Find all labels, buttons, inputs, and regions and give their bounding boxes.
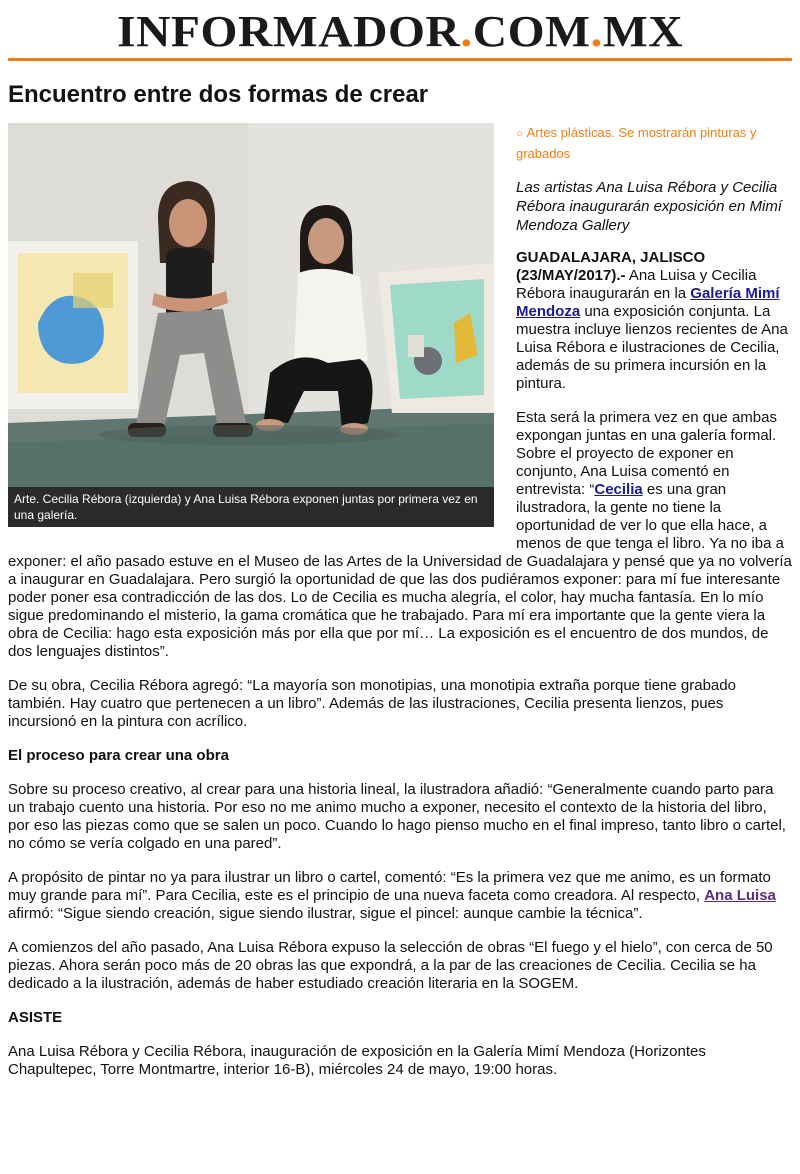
article-lead: Las artistas Ana Luisa Rébora y Cecilia Rébora inaugurarán exposición en Mimí Mendoza Gallery — [516, 179, 782, 234]
paragraph-2: Esta será la primera vez en que ambas expongan juntas en una galería formal. Sobre el proyecto de exponer en conjunto, Ana Luisa comentó en entrevista: “Cecilia es una gran ilustradora, la gente no tiene la oportunidad de ver lo que ella hace, a menos de que tenga el libro. Ya no iba a exponer: el año pasado estuve en el Museo de las Artes de la Universidad de Guadalajara y pensé que ya no volvería a inaugurar en Guadalajara. Pero surgió la oportunidad de que las dos pudiéramos exponer: para mí fue interesante poder poner esa contradicción de las dos. Lo de Cecilia es mucha alegría, el color, hay mucha fantasía. En lo mío sigue predominando el misterio, la gama cromática que he trabajado. Para mí era importante que la gente viera la obra de Cecilia: hago esta exposición más por ella que por mí… La exposición es el encuentro de dos mundos, de dos lenguajes distintos”. — [8, 409, 792, 660]
link-ana-luisa[interactable]: Ana Luisa — [704, 887, 776, 904]
article-body — [8, 123, 792, 1079]
subheading-proceso: El proceso para crear una obra — [8, 747, 229, 764]
article-photo-figure — [8, 123, 494, 527]
paragraph-4: Sobre su proceso creativo, al crear para una historia lineal, la ilustradora añadió: “Generalmente cuando parto para un trabajo cuento una historia. Por eso no me animo mucho a exponer, necesito el contexto de la historia del libro, por eso las piezas como que se salen un poco. Cuando lo hago pienso mucho en el final impreso, tanto libro o cartel, no cómo se vería colgado en una pared”. — [8, 781, 786, 852]
article-title: Encuentro entre dos formas de crear — [8, 81, 429, 108]
site-logo[interactable]: INFORMADOR.COM.MX — [116, 7, 684, 56]
paragraph-5: A propósito de pintar no ya para ilustrar un libro o cartel, comentó: “Es la primera vez que me animo, es un formato muy grande para mí”. Para Cecilia, este es el principio de una nueva faceta como creadora. Al respecto, Ana Luisa afirmó: “Sigue siendo creación, sigue siendo ilustrar, sigue el pincel: aunque cambie la técnica”. — [8, 869, 776, 922]
topic-tag[interactable]: ○ Artes plásticas. Se mostrarán pinturas y grabados — [516, 125, 757, 161]
link-galeria-mimi-mendoza[interactable]: Galería Mimí Mendoza — [516, 285, 780, 320]
paragraph-3: De su obra, Cecilia Rébora agregó: “La mayoría son monotipias, una monotipia extraña porque tiene grabado también. Hay cuatro que pertenecen a un libro”. Además de las ilustraciones, Cecilia presenta lienzos, pues incursionó en la pintura con acrílico. — [8, 677, 736, 730]
photo-caption: Arte. Cecilia Rébora (izquierda) y Ana Luisa Rébora exponen juntas por primera vez en una galería. — [8, 487, 494, 527]
paragraph-6: A comienzos del año pasado, Ana Luisa Rébora expuso la selección de obras “El fuego y el hielo”, con cerca de 50 piezas. Ahora serán poco más de 20 obras las que expondrá, a la par de las creaciones de Cecilia. Cecilia se ha dedicado a la ilustración, además de haber estudiado creación literaria en la SOGEM. — [8, 939, 773, 992]
article-photo[interactable] — [8, 123, 494, 487]
right-framed-illustration — [378, 263, 494, 413]
masthead — [0, 0, 800, 58]
circle-bullet-icon: ○ — [516, 128, 523, 140]
link-cecilia[interactable]: Cecilia — [594, 481, 643, 498]
paragraph-1: GUADALAJARA, JALISCO (23/MAY/2017).- Ana Luisa y Cecilia Rébora inaugurarán en la Galería Mimí Mendoza una exposición conjunta. La muestra incluye lienzos recientes de Ana Luisa Rébora e ilustraciones de Cecilia, además de su primera incursión en la pintura. — [516, 249, 788, 392]
left-framed-illustration — [8, 241, 138, 409]
header-divider — [8, 58, 792, 61]
subheading-asiste: ASISTE — [8, 1009, 63, 1026]
dateline: GUADALAJARA, JALISCO (23/MAY/2017).- — [516, 249, 706, 284]
paragraph-7: Ana Luisa Rébora y Cecilia Rébora, inauguración de exposición en la Galería Mimí Mendoza (Horizontes Chapultepec, Torre Montmartre, interior 16-B), miércoles 24 de mayo, 19:00 horas. — [8, 1043, 706, 1078]
